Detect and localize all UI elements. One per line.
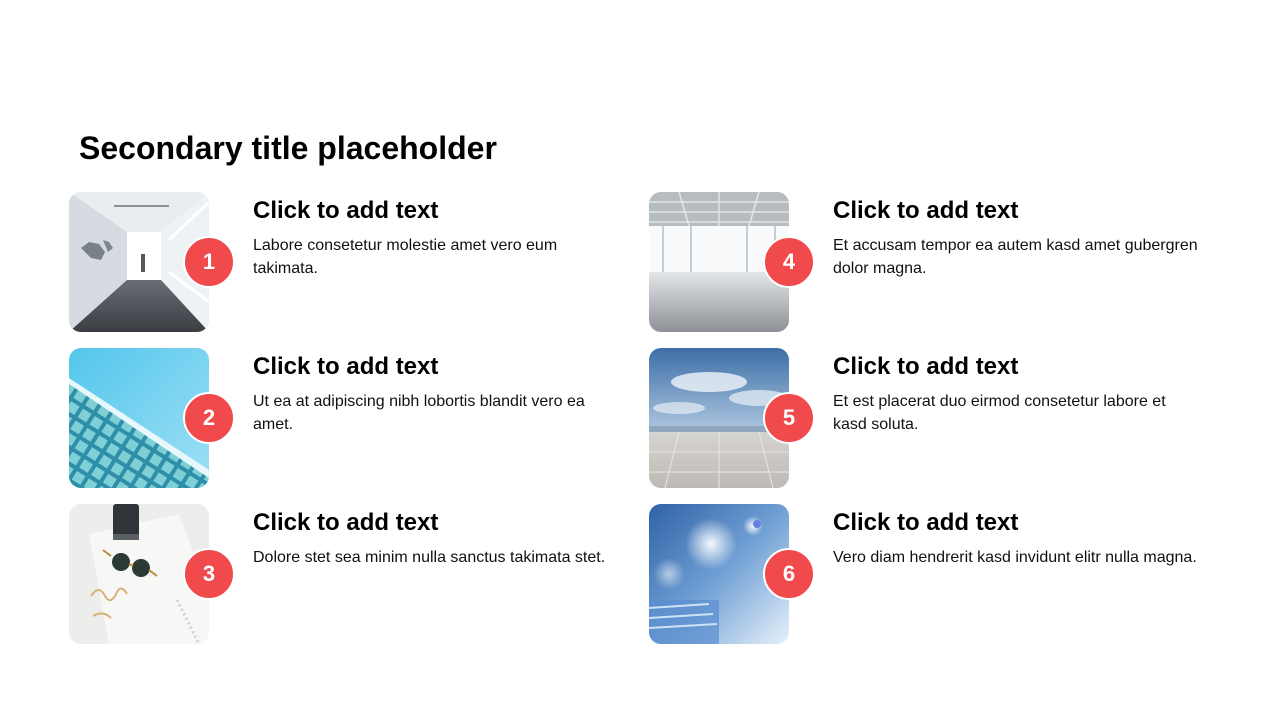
item-text-2[interactable]: Ut ea at adipiscing nibh lobortis blandit vero ea amet. — [253, 393, 585, 433]
item-heading-5[interactable]: Click to add text — [833, 353, 1019, 380]
item-heading-2[interactable]: Click to add text — [253, 353, 439, 380]
item-1 — [69, 192, 629, 332]
slide-title[interactable]: Secondary title placeholder — [79, 130, 497, 166]
number-badge-1: 1 — [183, 236, 235, 288]
item-heading-1[interactable]: Click to add text — [253, 197, 439, 224]
item-heading-3[interactable]: Click to add text — [253, 509, 439, 536]
item-text-3[interactable]: Dolore stet sea minim nulla sanctus takimata stet. — [253, 549, 606, 566]
number-badge-2: 2 — [183, 392, 235, 444]
number-badge-4: 4 — [763, 236, 815, 288]
number-badge-6: 6 — [763, 548, 815, 600]
number-badge-5: 5 — [763, 392, 815, 444]
item-5 — [649, 348, 1209, 488]
item-4 — [649, 192, 1209, 332]
item-text-1[interactable]: Labore consetetur molestie amet vero eum takimata. — [253, 237, 558, 277]
item-2 — [69, 348, 629, 488]
item-heading-6[interactable]: Click to add text — [833, 509, 1019, 536]
item-text-5[interactable]: Et est placerat duo eirmod consetetur labore et kasd soluta. — [833, 393, 1166, 433]
number-badge-3: 3 — [183, 548, 235, 600]
item-heading-4[interactable]: Click to add text — [833, 197, 1019, 224]
item-3 — [69, 504, 629, 644]
item-text-4[interactable]: Et accusam tempor ea autem kasd amet gubergren dolor magna. — [833, 237, 1198, 277]
item-6 — [649, 504, 1209, 644]
item-text-6[interactable]: Vero diam hendrerit kasd invidunt elitr nulla magna. — [833, 549, 1197, 566]
